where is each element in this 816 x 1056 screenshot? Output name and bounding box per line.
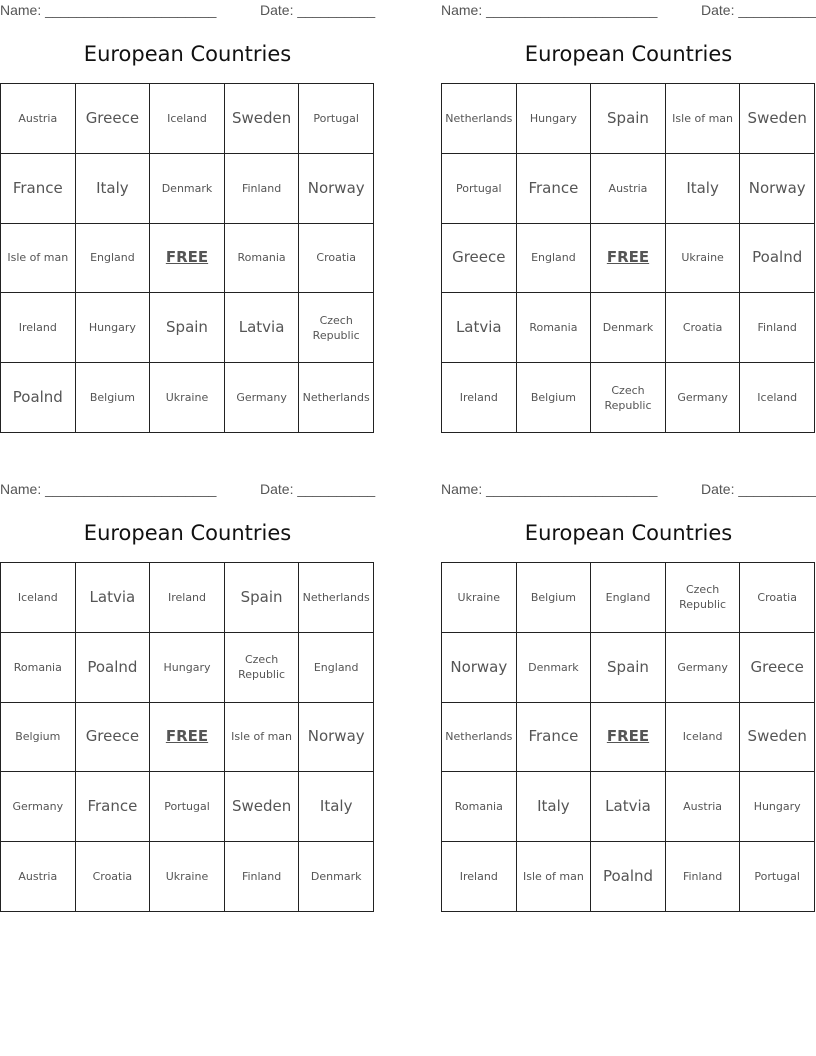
free-space-cell: FREE bbox=[591, 703, 666, 773]
bingo-cell: Norway bbox=[740, 154, 815, 224]
bingo-cell: Czech Republic bbox=[666, 563, 741, 633]
bingo-cell: Sweden bbox=[225, 84, 300, 154]
bingo-cell: Spain bbox=[225, 563, 300, 633]
bingo-cell: Norway bbox=[442, 633, 517, 703]
bingo-cell: Germany bbox=[225, 363, 300, 433]
free-space-cell: FREE bbox=[150, 224, 225, 294]
bingo-cell: France bbox=[1, 154, 76, 224]
bingo-cell: Austria bbox=[1, 842, 76, 912]
bingo-cell: Ukraine bbox=[150, 842, 225, 912]
bingo-cell: Iceland bbox=[150, 84, 225, 154]
bingo-cell: Croatia bbox=[666, 293, 741, 363]
bingo-cell: Germany bbox=[1, 772, 76, 842]
bingo-cell: Austria bbox=[591, 154, 666, 224]
bingo-cell: Ireland bbox=[442, 842, 517, 912]
bingo-cell: Ireland bbox=[1, 293, 76, 363]
bingo-cell: France bbox=[76, 772, 151, 842]
bingo-cell: Netherlands bbox=[442, 84, 517, 154]
name-field-label: Name: ______________________ bbox=[441, 481, 658, 497]
bingo-cell: Denmark bbox=[591, 293, 666, 363]
card-title: European Countries bbox=[83, 42, 292, 66]
bingo-cell: Croatia bbox=[740, 563, 815, 633]
bingo-cell: Ukraine bbox=[150, 363, 225, 433]
bingo-cell: Poalnd bbox=[1, 363, 76, 433]
bingo-cell: Romania bbox=[1, 633, 76, 703]
bingo-cell: Sweden bbox=[225, 772, 300, 842]
bingo-cell: Portugal bbox=[150, 772, 225, 842]
bingo-cell: Poalnd bbox=[76, 633, 151, 703]
bingo-cell: Latvia bbox=[225, 293, 300, 363]
bingo-cell: Spain bbox=[591, 633, 666, 703]
bingo-cell: Hungary bbox=[740, 772, 815, 842]
bingo-cell: Belgium bbox=[1, 703, 76, 773]
bingo-cell: England bbox=[517, 224, 592, 294]
date-field-label: Date: __________ bbox=[260, 2, 376, 18]
bingo-cell: Greece bbox=[740, 633, 815, 703]
bingo-cell: Denmark bbox=[299, 842, 374, 912]
bingo-cell: England bbox=[299, 633, 374, 703]
bingo-cell: Czech Republic bbox=[225, 633, 300, 703]
date-field-label: Date: __________ bbox=[701, 481, 816, 497]
card-title: European Countries bbox=[524, 42, 733, 66]
bingo-cell: Portugal bbox=[442, 154, 517, 224]
bingo-cell: Ukraine bbox=[666, 224, 741, 294]
bingo-cell: Romania bbox=[225, 224, 300, 294]
card-title: European Countries bbox=[524, 521, 733, 545]
bingo-cell: Hungary bbox=[517, 84, 592, 154]
bingo-cell: Norway bbox=[299, 703, 374, 773]
bingo-cell: Poalnd bbox=[591, 842, 666, 912]
bingo-cell: Italy bbox=[666, 154, 741, 224]
name-field-label: Name: ______________________ bbox=[0, 2, 217, 18]
card-title: European Countries bbox=[83, 521, 292, 545]
bingo-cell: Portugal bbox=[299, 84, 374, 154]
bingo-cell: Latvia bbox=[591, 772, 666, 842]
bingo-cell: Iceland bbox=[1, 563, 76, 633]
bingo-cell: Netherlands bbox=[299, 563, 374, 633]
bingo-cell: Isle of man bbox=[1, 224, 76, 294]
bingo-cell: Belgium bbox=[517, 563, 592, 633]
bingo-cell: Greece bbox=[442, 224, 517, 294]
bingo-cell: Netherlands bbox=[299, 363, 374, 433]
bingo-cell: Ireland bbox=[442, 363, 517, 433]
bingo-grid bbox=[441, 83, 815, 433]
bingo-cell: Hungary bbox=[150, 633, 225, 703]
bingo-cell: England bbox=[76, 224, 151, 294]
bingo-cell: Norway bbox=[299, 154, 374, 224]
bingo-cell: Ukraine bbox=[442, 563, 517, 633]
bingo-card bbox=[0, 0, 375, 440]
card-header bbox=[0, 481, 375, 499]
bingo-card bbox=[0, 479, 375, 919]
date-field-label: Date: __________ bbox=[701, 2, 816, 18]
bingo-cell: Croatia bbox=[299, 224, 374, 294]
bingo-cell: Greece bbox=[76, 703, 151, 773]
bingo-cell: Czech Republic bbox=[591, 363, 666, 433]
bingo-cell: Netherlands bbox=[442, 703, 517, 773]
bingo-card bbox=[441, 0, 816, 440]
card-header bbox=[441, 2, 816, 20]
bingo-cell: Italy bbox=[76, 154, 151, 224]
bingo-cell: Latvia bbox=[76, 563, 151, 633]
date-field-label: Date: __________ bbox=[260, 481, 376, 497]
bingo-cell: Denmark bbox=[517, 633, 592, 703]
bingo-cell: Austria bbox=[1, 84, 76, 154]
bingo-cell: Sweden bbox=[740, 84, 815, 154]
bingo-cell: Latvia bbox=[442, 293, 517, 363]
name-field-label: Name: ______________________ bbox=[441, 2, 658, 18]
bingo-cell: Portugal bbox=[740, 842, 815, 912]
bingo-cell: Isle of man bbox=[666, 84, 741, 154]
bingo-cell: Spain bbox=[150, 293, 225, 363]
free-space-cell: FREE bbox=[591, 224, 666, 294]
bingo-cell: Germany bbox=[666, 633, 741, 703]
bingo-grid bbox=[0, 562, 374, 912]
bingo-grid bbox=[441, 562, 815, 912]
bingo-cell: Romania bbox=[517, 293, 592, 363]
bingo-cell: Austria bbox=[666, 772, 741, 842]
bingo-cell: Ireland bbox=[150, 563, 225, 633]
bingo-cell: Spain bbox=[591, 84, 666, 154]
bingo-cell: Poalnd bbox=[740, 224, 815, 294]
bingo-card bbox=[441, 479, 816, 919]
bingo-cell: Belgium bbox=[76, 363, 151, 433]
free-space-cell: FREE bbox=[150, 703, 225, 773]
bingo-cell: Belgium bbox=[517, 363, 592, 433]
bingo-cell: Isle of man bbox=[225, 703, 300, 773]
bingo-cell: Hungary bbox=[76, 293, 151, 363]
bingo-cell: France bbox=[517, 703, 592, 773]
card-header bbox=[441, 481, 816, 499]
bingo-cell: Croatia bbox=[76, 842, 151, 912]
bingo-cell: Denmark bbox=[150, 154, 225, 224]
bingo-cell: Italy bbox=[517, 772, 592, 842]
bingo-cell: Sweden bbox=[740, 703, 815, 773]
bingo-cell: Isle of man bbox=[517, 842, 592, 912]
bingo-cell: Greece bbox=[76, 84, 151, 154]
bingo-cell: Finland bbox=[225, 842, 300, 912]
bingo-cell: Finland bbox=[225, 154, 300, 224]
bingo-grid bbox=[0, 83, 374, 433]
bingo-cell: Iceland bbox=[740, 363, 815, 433]
bingo-cell: Germany bbox=[666, 363, 741, 433]
bingo-cell: Czech Republic bbox=[299, 293, 374, 363]
bingo-cell: Iceland bbox=[666, 703, 741, 773]
card-header bbox=[0, 2, 375, 20]
name-field-label: Name: ______________________ bbox=[0, 481, 217, 497]
bingo-cell: Romania bbox=[442, 772, 517, 842]
bingo-cell: England bbox=[591, 563, 666, 633]
bingo-cell: Finland bbox=[666, 842, 741, 912]
bingo-cell: France bbox=[517, 154, 592, 224]
bingo-cell: Italy bbox=[299, 772, 374, 842]
bingo-cell: Finland bbox=[740, 293, 815, 363]
